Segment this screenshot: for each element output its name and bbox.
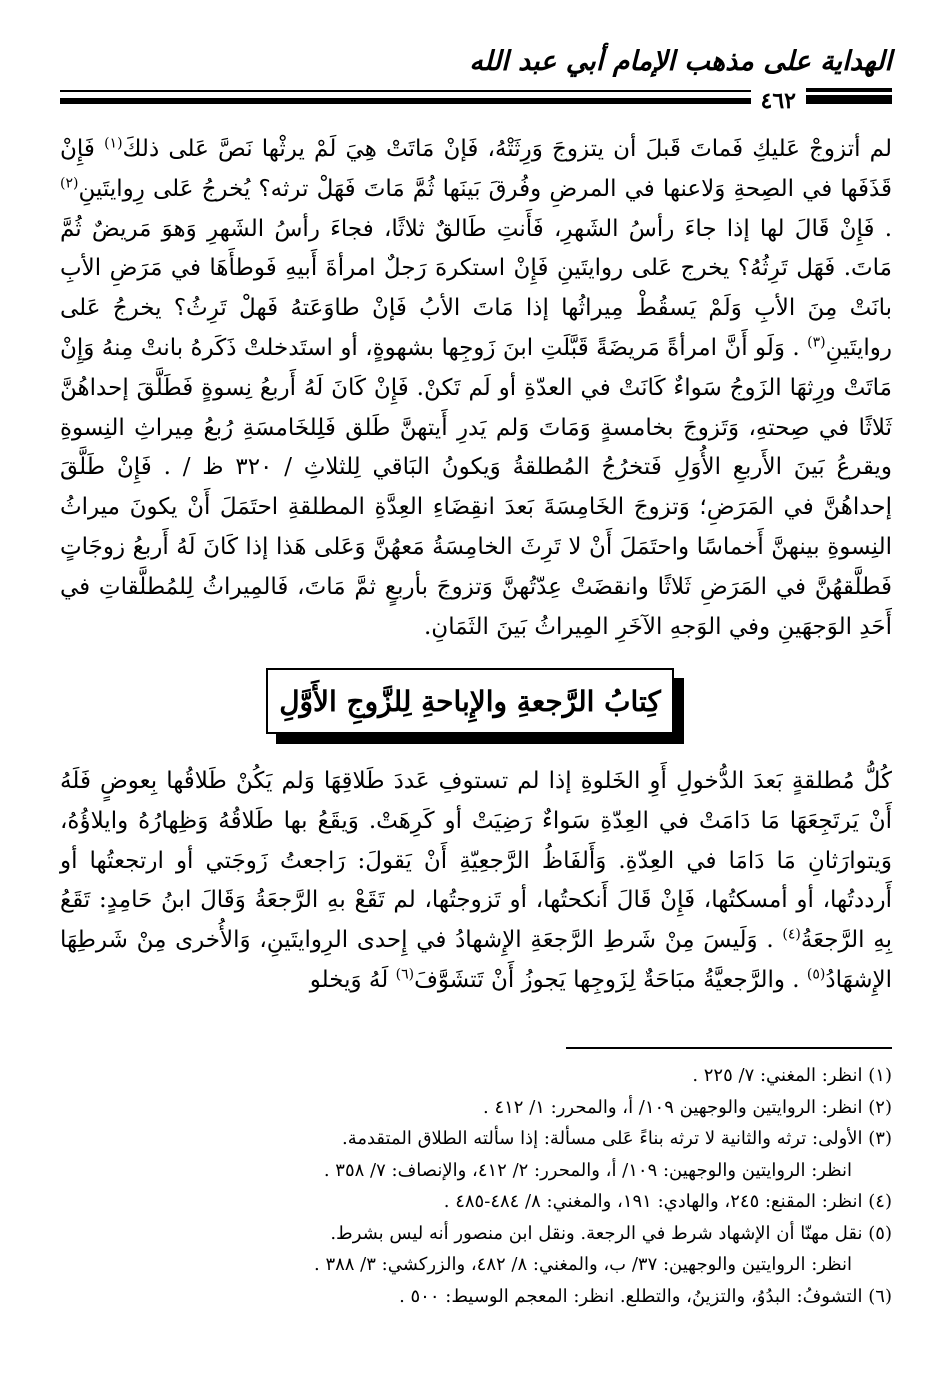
footnote-ref: (٦) [395, 966, 415, 983]
page-number: ٤٦٢ [751, 88, 806, 114]
footnote: (٢) انظر: الروايتين والوجهين ١٠٩/ أ، والمحرر: ١/ ٤١٢ . [483, 1096, 892, 1118]
text-line: رِوايتَينِ [78, 175, 145, 202]
text-line: لَهُ وَيخلو [309, 966, 389, 993]
chapter-heading-box [266, 668, 686, 746]
text-line: مِيراثِ النِسوةِ ويقرعُ بَينَ الأَربعِ الأُوَلِ فَتخرُجُ المُطلقةُ وَيكونُ البَاقي لِلثلاثِ / ٣٢٠ ظ / . [60, 414, 893, 481]
text-line: فَإِنْ طَلَّقَ إحداهُنَّ في المَرَضِ؛ وَتزوجَ الخَامِسَةَ بَعدَ انقِضَاءِ العِدَّةِ المطلقةِ احتَمَلَ أَنْ [60, 454, 892, 521]
text-line: ابنُ حَامِدٍ: تَقَعُ بِهِ الرَّجعَةُ [60, 887, 893, 954]
text-line: فَالمِيراثُ لِلمُطلَّقاتِ في أَحَدِ الوَجهَينِ وفي الوَجهِ الآخَرِ المِيراثُ بَينَ الثَمَانِ. [60, 573, 892, 640]
text-line: مَرَضِ الأبِ بانَتْ مِنَ الأبِ وَلَمْ يَسقُطْ مِيراثُها إذا مَاتَ الأبُ فَإنْ طاوَعَتهُ فَهلْ تَرِثُ؟ [60, 255, 892, 322]
footnote-separator [566, 1047, 892, 1049]
footnote-ref: (٣) [807, 334, 826, 351]
text-paragraph [60, 762, 892, 1001]
text-line: كُلُّ مُطلقةٍ بَعدَ الدُّخولِ أَوِ الخَلوةِ إذا لم تستوفِ عَددَ طَلاقِهَا وَلم يَكُنْ طَلاقُها بِعوضٍ [99, 768, 893, 794]
text-line: . فَإِنْ قَالَ لها إذا جاءَ رأسُ الشَهرِ، فَأَنتِ طَالقٌ ثلاثًا، فجاءَ رأسُ الشَهرِ وَهوَ [161, 215, 893, 242]
text-line: مَريضٌ ثُمَّ مَاتَ. فَهَل تَرِثُهُ؟ يخرج عَلى روايتَينِ فَإِنْ استكرهَ رَجلٌ امرأةَ أَبيهِ فَوطأَهَا في [60, 215, 892, 282]
text-line: وَالأُخرى مِنْ شَرطِهَا الإِشهَادُ [60, 927, 892, 993]
text-line: لَهُ أَربعُ زوجَاتٍ فَطلَّقهُنَّ في المَرَضِ ثَلاثًا وانقضَتْ عِدّتُهنَّ وَتزوجَ بأربعٍ ثمَّ مَاتَ، [60, 533, 893, 600]
text-line: ارتجعتُها أو أَرددتُها، أو أمسكتُها، فَإِنْ قَالَ أَنكحتُها، أو تَزوجتُها، لم تَقَعْ بهِ الرَّجعَةُ وَقَالَ [60, 847, 892, 914]
text-line: فَطَلَّقَ إحداهُنَّ ثَلاثًا في صِحتهِ، وَتَزوجَ بخامسةٍ وَمَاتَ وَلم يَدرِ أَيتهنَّ طَلق فَلِلخَامسَةِ رُبعُ [60, 374, 892, 441]
footnote: (٣) الأولى: ترثه والثانية لا ترثه بناءً عَلى مسألة: إذا سألته الطلاق المتقدمة. [341, 1128, 892, 1149]
text-line: يخرجُ عَلى روايتَينِ [60, 295, 892, 361]
footnote: (٦) التشوفُ: البدُوُ، والتزينُ، والتطلع. انظر: المعجم الوسيط: ٥٠٠ . [399, 1285, 892, 1307]
text-line: لم أتزوجْ عَليكِ فَماتَ قَبلَ أن يتزوجَ وَرِثَتْهُ، فَإنْ مَاتَتْ هِيَ لَمْ يرثْها نَصَّ عَلى ذلكَ [122, 136, 892, 162]
footnote: (٤) انظر: المقنع: ٢٤٥، والهادي: ١٩١، والمغني: ٨/ ٤٨٤-٤٨٥ . [443, 1191, 892, 1212]
text-line: . وَلَو أَنَّ امرأةً مَريضَةً قَبَّلَتِ ابنَ زَوجِها بشهوةٍ، أو استَدخلتْ ذَكَرهُ [190, 334, 800, 361]
text-line: وايلاؤُهُ، وَيتوارَثانِ مَا دَامَا في العِدّةِ. وَأَلفَاظُ الرَّجعِيّةِ أَنْ يَقولَ: رَاجعتُ زَوجَتي أو [60, 807, 892, 874]
footnotes [60, 1060, 892, 1312]
text-line: بانتْ مِنهُ وَإِنْ مَاتَتْ ورِثهَا الزَوجُ سَواءٌ كَانَتْ في العدّةِ أو لَم تَكنْ. فَإِنْ كَانَ لَهُ أَربعُ نِسوةٍ [60, 334, 892, 401]
chapter-heading: كِتابُ الرَّجعةِ والإِباحةِ لِلزَّوجِ الأَوَّلِ [266, 668, 674, 734]
text-line: فَلَهُ أَنْ يَرتَجِعَهَا مَا دَامَتْ في العِدّةِ سَواءٌ رَضِيَتْ أو كَرِهَتْ. وَيقَعُ بها طَلاقُهُ وَظِهارُهُ [60, 768, 892, 834]
text-line: . والرَّجعيَّةُ مبَاحَةٌ لِزَوجِها يَجوزُ أَنْ تَتشَوَّفَ [414, 966, 800, 993]
footnote-continuation: انظر: الروايتين والوجهين: ٣٧/ ب، والمغني: ٨/ ٤٨٢، والزركشي: ٣/ ٣٨٨ . [313, 1254, 852, 1275]
page-number-rule [806, 88, 892, 91]
footnote-ref: (١) [104, 135, 123, 152]
main-text-upper [60, 130, 892, 647]
main-text-lower [60, 762, 892, 1001]
running-title: الهداية على مذهب الإمام أبي عبد الله [469, 46, 892, 77]
page-number-rule [806, 95, 892, 98]
footnote-ref: (٤) [782, 926, 801, 943]
page-header [60, 38, 892, 118]
text-line: يكونَ ميراثُ النِسوةِ بينهنَّ أَخماسًا واحتَمَلَ أَنْ لا تَرِثَ الخامِسَةُ مَعهُنَّ وَعَلى هَذا إذا كَانَ [60, 494, 892, 560]
footnote-ref: (٥) [806, 966, 826, 983]
footnote-ref: (٢) [60, 175, 79, 192]
footnote-continuation: انظر: الروايتين والوجهين: ١٠٩/ أ، والمحرر: ٢/ ٤١٢، والإنصاف: ٧/ ٣٥٨ . [323, 1159, 852, 1181]
footnote: (٥) نقل مهنّا أن الإشهاد شرط في الرجعة. ونقل ابن منصور أنه ليس بشرط. [330, 1222, 892, 1244]
footnote: (١) انظر: المغني: ٧/ ٢٢٥ . [692, 1065, 892, 1086]
text-line: . وَلَيسَ مِنْ شَرطِ الرَّجعَةِ الإِشهادُ في إِحدى الرِوايتَينِ، [259, 927, 774, 954]
text-line: فَإِنْ قَذَفَها في الصِحةِ وَلاعنها في المرضِ وفُرقَ بَينَها ثُمَّ مَاتَ فَهَلْ ترثه؟ يُخرجُ عَلى [60, 136, 893, 202]
text-paragraph [60, 130, 892, 647]
